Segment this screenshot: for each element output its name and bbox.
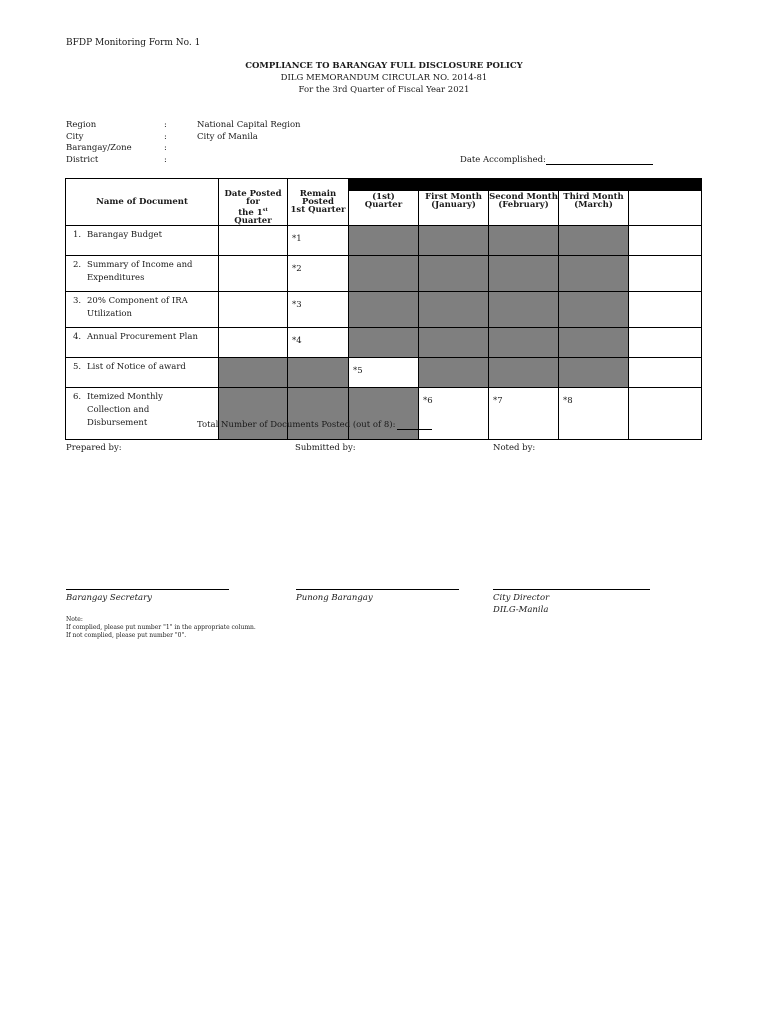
header-third-month xyxy=(559,190,629,225)
table-row xyxy=(66,255,702,291)
city-colon: : xyxy=(164,132,167,142)
total-documents-label: Total Number of Documents Posted (out of 8): xyxy=(197,420,396,430)
table-row xyxy=(66,225,702,255)
noted-by-office: DILG-Manila xyxy=(493,605,549,615)
shaded-cell xyxy=(349,327,419,357)
compliance-cell[interactable]: *2 xyxy=(288,255,349,291)
header-m1-l1: First Month xyxy=(425,191,482,202)
header-name-of-document: Name of Document xyxy=(66,179,219,226)
noted-by-label: Noted by: xyxy=(493,443,536,453)
document-name-line: Utilization xyxy=(87,308,133,319)
shaded-cell xyxy=(419,225,489,255)
shaded-cell xyxy=(349,225,419,255)
document-name-cell xyxy=(66,327,219,357)
header-second-month xyxy=(489,190,559,225)
date-accomplished-label: Date Accomplished: xyxy=(460,155,546,165)
shaded-cell xyxy=(288,387,349,439)
prepared-signature-line[interactable] xyxy=(66,589,229,590)
document-name-line: Barangay Budget xyxy=(87,229,162,240)
form-number: BFDP Monitoring Form No. 1 xyxy=(66,38,201,48)
compliance-cell[interactable] xyxy=(629,387,702,439)
header-m2-l2: (February) xyxy=(498,199,549,210)
document-name-line: Expenditures xyxy=(87,272,145,283)
shaded-cell xyxy=(489,291,559,327)
district-label: District xyxy=(66,155,99,165)
shaded-cell xyxy=(349,255,419,291)
compliance-cell[interactable]: *4 xyxy=(288,327,349,357)
compliance-cell[interactable] xyxy=(629,255,702,291)
document-name-cell xyxy=(66,225,219,255)
header-q1-l1: (1st) xyxy=(372,191,395,202)
header-extra xyxy=(629,190,702,225)
document-name-line: List of Notice of award xyxy=(87,361,186,372)
note-line-1: If complied, please put number "1" in the appropriate column. xyxy=(66,624,256,631)
compliance-cell[interactable]: *7 xyxy=(489,387,559,439)
header-remain-posted xyxy=(288,179,349,226)
district-colon: : xyxy=(164,155,167,165)
shaded-cell xyxy=(559,327,629,357)
document-number: 4. xyxy=(73,331,82,342)
header-remain-l1: Remain Posted xyxy=(299,189,337,207)
compliance-cell[interactable] xyxy=(629,357,702,387)
compliance-cell[interactable]: *8 xyxy=(559,387,629,439)
submitted-signature-line[interactable] xyxy=(296,589,459,590)
document-number: 3. xyxy=(73,295,82,306)
document-number: 2. xyxy=(73,259,82,270)
compliance-cell[interactable]: *1 xyxy=(288,225,349,255)
table-row xyxy=(66,357,702,387)
document-number: 5. xyxy=(73,361,82,372)
document-name-line: Annual Procurement Plan xyxy=(87,331,198,342)
city-label: City xyxy=(66,132,84,142)
document-name-line: Disbursement xyxy=(87,417,148,428)
table-row xyxy=(66,291,702,327)
header-m3-l1: Third Month xyxy=(563,191,624,202)
document-name-line: 20% Component of IRA xyxy=(87,295,188,306)
compliance-cell[interactable]: *5 xyxy=(349,357,419,387)
date-accomplished-field[interactable] xyxy=(546,164,653,165)
header-date-posted-l2: the 1st Quarter xyxy=(234,207,272,226)
submitted-by-title: Punong Barangay xyxy=(296,593,373,603)
prepared-by-label: Prepared by: xyxy=(66,443,122,453)
shaded-cell xyxy=(349,387,419,439)
compliance-cell[interactable]: *6 xyxy=(419,387,489,439)
shaded-cell xyxy=(419,357,489,387)
shaded-cell xyxy=(349,291,419,327)
noted-signature-line[interactable] xyxy=(493,589,650,590)
table-row xyxy=(66,327,702,357)
city-value: City of Manila xyxy=(197,132,258,142)
shaded-cell xyxy=(419,291,489,327)
header-black-band xyxy=(349,179,702,191)
compliance-cell[interactable] xyxy=(629,225,702,255)
document-name-cell xyxy=(66,357,219,387)
compliance-cell[interactable]: *3 xyxy=(288,291,349,327)
header-1st-quarter xyxy=(349,190,419,225)
header-remain-l2: 1st Quarter xyxy=(290,205,346,215)
document-number: 6. xyxy=(73,391,82,402)
note-line-2: If not complied, please put number "0". xyxy=(66,632,187,639)
shaded-cell xyxy=(419,327,489,357)
header-date-posted xyxy=(219,179,288,226)
shaded-cell xyxy=(489,225,559,255)
shaded-cell xyxy=(419,255,489,291)
shaded-cell xyxy=(219,387,288,439)
header-top-row xyxy=(66,179,702,191)
document-name-line: Collection and xyxy=(87,404,150,415)
shaded-cell xyxy=(219,357,288,387)
compliance-cell[interactable] xyxy=(219,291,288,327)
shaded-cell xyxy=(489,357,559,387)
page-title: COMPLIANCE TO BARANGAY FULL DISCLOSURE POLICY xyxy=(245,61,523,71)
compliance-cell[interactable] xyxy=(219,225,288,255)
shaded-cell xyxy=(559,357,629,387)
reporting-period: For the 3rd Quarter of Fiscal Year 2021 xyxy=(298,85,470,95)
document-name-cell xyxy=(66,255,219,291)
shaded-cell xyxy=(288,357,349,387)
table-row xyxy=(66,387,702,439)
document-name-line: Itemized Monthly xyxy=(87,391,163,402)
document-name-cell xyxy=(66,387,219,439)
compliance-cell[interactable] xyxy=(629,327,702,357)
header-m2-l1: Second Month xyxy=(489,191,558,202)
submitted-by-label: Submitted by: xyxy=(295,443,356,453)
barangay-label: Barangay/Zone xyxy=(66,143,132,153)
compliance-cell[interactable] xyxy=(629,291,702,327)
noted-by-title: City Director xyxy=(493,593,550,603)
document-name-cell xyxy=(66,291,219,327)
document-number: 1. xyxy=(73,229,82,240)
region-value: National Capital Region xyxy=(197,120,301,130)
shaded-cell xyxy=(559,255,629,291)
barangay-colon: : xyxy=(164,143,167,153)
region-colon: : xyxy=(164,120,167,130)
header-date-posted-l1: Date Posted for xyxy=(224,189,282,207)
compliance-cell[interactable] xyxy=(219,255,288,291)
total-documents-field[interactable] xyxy=(397,429,432,430)
prepared-by-title: Barangay Secretary xyxy=(66,593,152,603)
header-q1-l2: Quarter xyxy=(364,199,403,210)
header-first-month xyxy=(419,190,489,225)
note-heading: Note: xyxy=(66,616,83,623)
document-name-line: Summary of Income and xyxy=(87,259,193,270)
compliance-cell[interactable] xyxy=(219,327,288,357)
header-m3-l2: (March) xyxy=(574,199,613,210)
shaded-cell xyxy=(559,291,629,327)
memo-circular: DILG MEMORANDUM CIRCULAR NO. 2014-81 xyxy=(280,73,488,83)
disclosure-table xyxy=(65,178,702,440)
shaded-cell xyxy=(489,255,559,291)
region-label: Region xyxy=(66,120,97,130)
header-m1-l2: (January) xyxy=(431,199,476,210)
shaded-cell xyxy=(489,327,559,357)
shaded-cell xyxy=(559,225,629,255)
